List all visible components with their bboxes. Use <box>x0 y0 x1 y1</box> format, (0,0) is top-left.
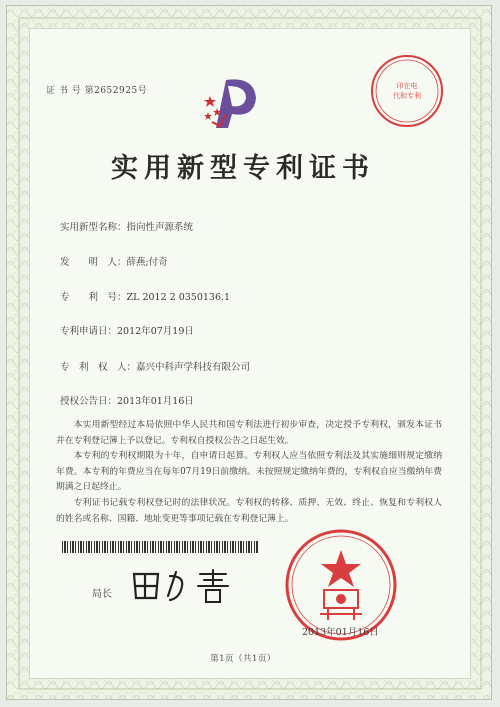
field-application-date <box>60 323 194 337</box>
director-signature <box>128 566 238 606</box>
field-label: 专 利 号： <box>60 292 127 303</box>
field-value: 2012年07月19日 <box>117 326 194 337</box>
field-label: 实用新型名称： <box>60 222 127 233</box>
patent-office-logo <box>202 70 274 136</box>
certificate-title: 实用新型专利证书 <box>111 153 375 184</box>
agency-stamp <box>368 52 446 130</box>
field-value: 指向性声源系统 <box>126 222 194 233</box>
page-footer: 第1页（共1页） <box>210 654 276 664</box>
certificate-number-value: 第2652925号 <box>84 86 148 96</box>
field-label: 授权公告日： <box>60 396 118 407</box>
field-value: 嘉兴中科声学科技有限公司 <box>136 362 251 373</box>
field-label: 专 利 权 人： <box>60 362 137 373</box>
field-value: ZL 2012 2 0350136.1 <box>126 292 231 303</box>
paragraph-legal-status: 专利证书记载专利权登记时的法律状况。专利权的转移、质押、无效、终止、恢复和专利权人的姓名或名称、国籍、地址变更等事项记载在专利登记簿上。 <box>56 498 442 524</box>
issue-date: 2013年01月16日 <box>302 627 379 638</box>
field-inventor <box>60 254 168 268</box>
paragraph-term-and-fees: 本专利的专利权期限为十年，自申请日起算。专利权人应当依照专利法及其实施细则规定缴纳年费。本专利的年费应当在每年07月19日前缴纳。未按照规定缴纳年费的，专利权自应当缴纳年费期满之日起终止。 <box>56 451 442 492</box>
director-label: 局长 <box>92 589 112 600</box>
svg-text:印在电: 印在电 <box>396 82 418 90</box>
field-utility-model-name <box>60 219 193 233</box>
field-patent-number <box>60 289 230 303</box>
field-label: 发 明 人： <box>60 257 127 268</box>
barcode <box>62 541 258 553</box>
field-value: 薛燕;付奇 <box>126 257 168 268</box>
paragraph-grant-decision: 本实用新型经过本局依照中华人民共和国专利法进行初步审查，决定授予专利权，颁发本证书并在专利登记簿上予以登记。专利权自授权公告之日起生效。 <box>56 420 442 446</box>
field-patentee <box>60 359 250 373</box>
field-value: 2013年01月16日 <box>117 396 194 407</box>
field-grant-date <box>60 393 194 407</box>
certificate-number <box>46 83 147 96</box>
field-label: 专利申请日： <box>60 326 118 337</box>
certificate-number-label: 证 书 号 <box>46 86 82 96</box>
svg-text:代和专利: 代和专利 <box>393 92 421 100</box>
